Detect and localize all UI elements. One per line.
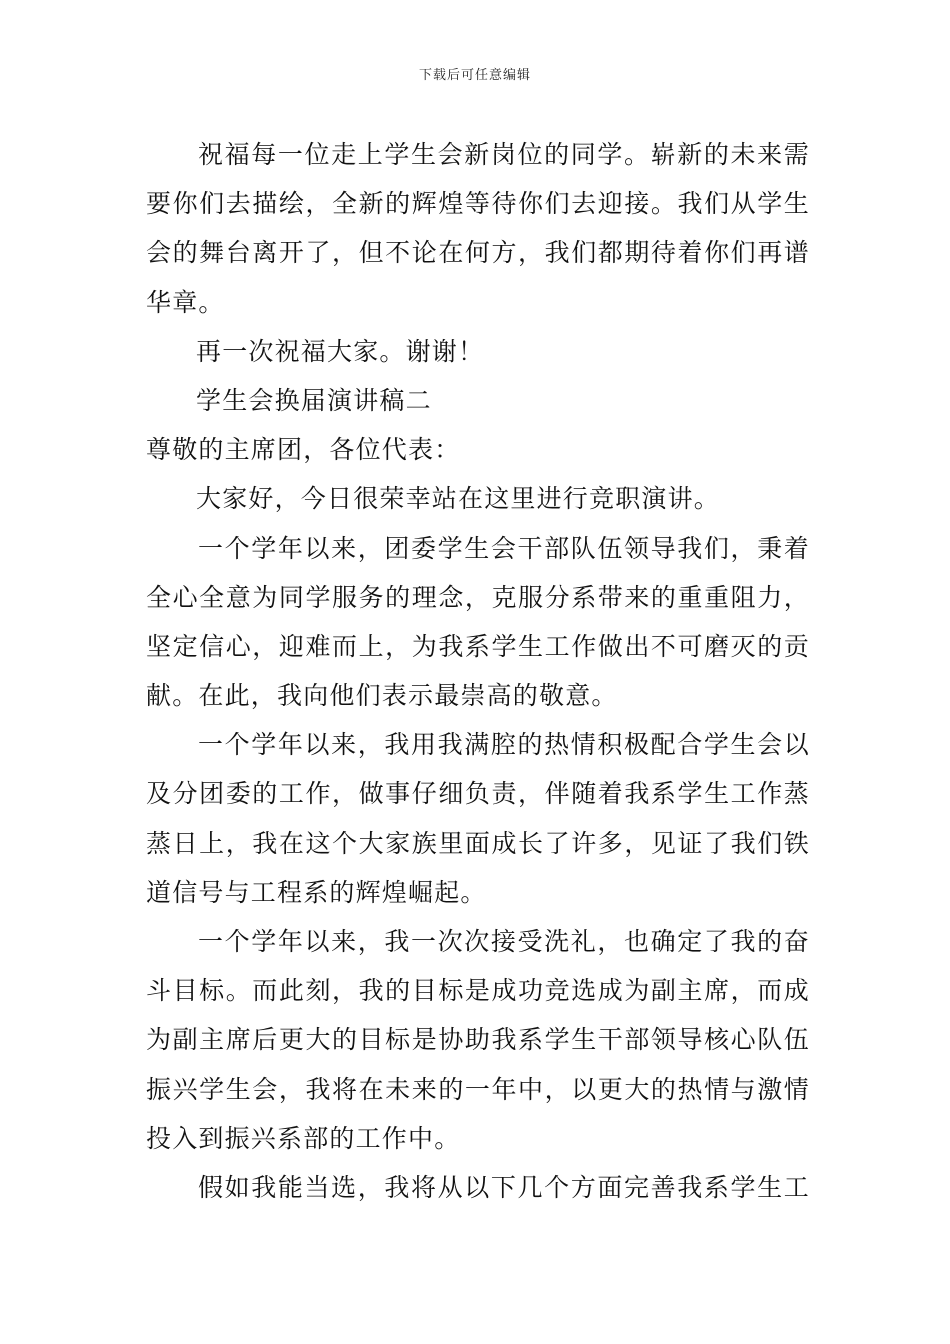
paragraph-line: 要你们去描绘，全新的辉煌等待你们去迎接。我们从学生 — [146, 189, 810, 219]
paragraph-line: 大家好，今日很荣幸站在这里进行竞职演讲。 — [196, 484, 721, 514]
paragraph-line: 华章。 — [146, 287, 225, 317]
paragraph-line: 再一次祝福大家。谢谢！ — [196, 336, 485, 366]
paragraph-line: 蒸日上，我在这个大家族里面成长了许多，见证了我们铁 — [146, 828, 810, 858]
body-text — [146, 130, 810, 1212]
section-title: 学生会换届演讲稿二 — [196, 385, 432, 415]
paragraph-line: 献。在此，我向他们表示最崇高的敬意。 — [146, 681, 618, 711]
paragraph-line: 坚定信心，迎难而上，为我系学生工作做出不可磨灭的贡 — [146, 631, 810, 661]
paragraph-line: 斗目标。而此刻，我的目标是成功竞选成为副主席，而成 — [146, 976, 810, 1006]
paragraph-line: 投入到振兴系部的工作中。 — [146, 1123, 461, 1153]
paragraph-line: 为副主席后更大的目标是协助我系学生干部领导核心队伍 — [146, 1025, 810, 1055]
paragraph-line: 假如我能当选，我将从以下几个方面完善我系学生工 — [198, 1172, 810, 1202]
paragraph-line: 一个学年以来，我一次次接受洗礼，也确定了我的奋 — [198, 927, 810, 956]
paragraph-line: 祝福每一位走上学生会新岗位的同学。崭新的未来需 — [198, 140, 810, 169]
paragraph-line: 及分团委的工作，做事仔细负责，伴随着我系学生工作蒸 — [146, 779, 810, 809]
paragraph-line: 全心全意为同学服务的理念，克服分系带来的重重阻力， — [146, 582, 810, 612]
header-note: 下载后可任意编辑 — [418, 68, 531, 83]
paragraph-line: 道信号与工程系的辉煌崛起。 — [146, 877, 487, 907]
paragraph-line: 会的舞台离开了，但不论在何方，我们都期待着你们再谱 — [146, 238, 810, 268]
paragraph-line: 一个学年以来，我用我满腔的热情积极配合学生会以 — [198, 730, 810, 760]
salutation: 尊敬的主席团，各位代表： — [146, 435, 461, 465]
paragraph-line: 一个学年以来，团委学生会干部队伍领导我们，秉着 — [198, 533, 810, 563]
paragraph-line: 振兴学生会，我将在未来的一年中，以更大的热情与激情 — [146, 1074, 810, 1104]
